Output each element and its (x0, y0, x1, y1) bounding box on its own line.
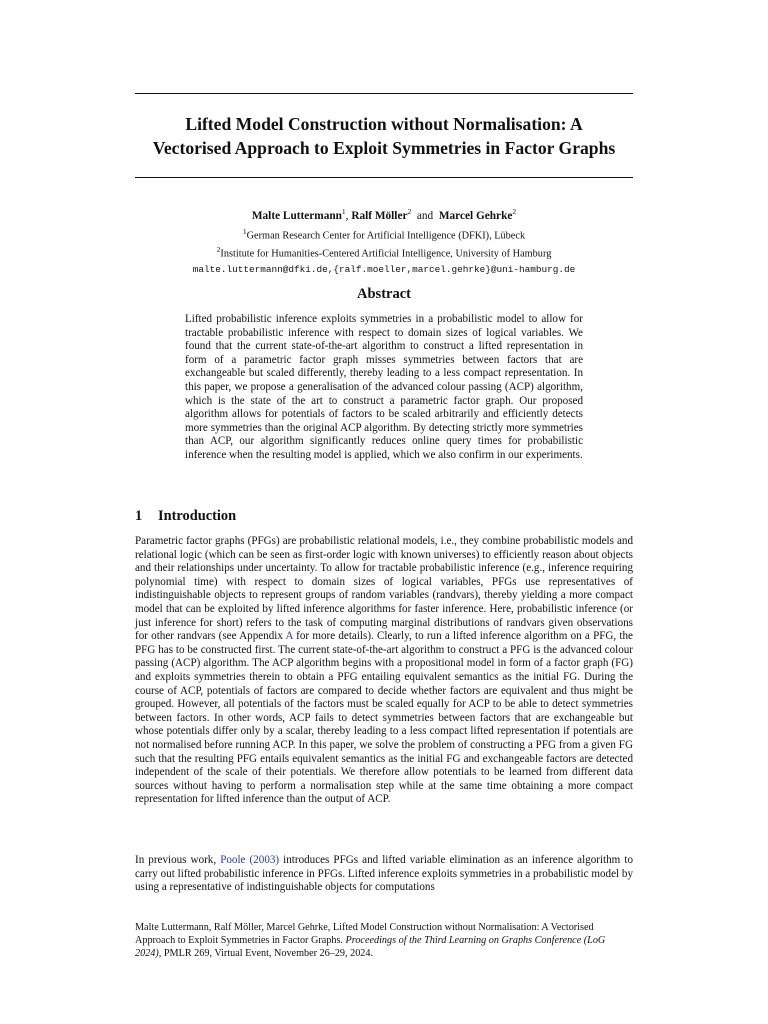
paper-title (135, 112, 633, 160)
affiliation-1: $^1$German Research Center for Artificial Intelligence (DFKI), Lübeck (242, 226, 526, 242)
author-3: Marcel Gehrke (438, 209, 513, 222)
author-2-affil: 2 (407, 207, 412, 216)
author-names: Malte Luttermann$^1$, Ralf Möller$^2$ and Marcel Gehrke$^2$ (251, 207, 517, 222)
citation-poole-link[interactable]: Poole (2003) (220, 854, 280, 866)
author-3-affil: 2 (512, 207, 517, 216)
author-and: and (416, 209, 434, 222)
section-title: Introduction (158, 508, 237, 524)
intro-paragraph-2: In previous work, Poole (2003) introduces PFGs and lifted variable elimination as an inference algorithm to carry out lifted probabilistic inference in PFGs. Lifted inference exploits symmetries in a probabilistic model by using a representative of indistinguishable objects for computations (135, 854, 633, 894)
title-line-1: Lifted Model Construction without Normalisation: A (185, 114, 583, 134)
title-bottom-rule (135, 177, 633, 178)
author-emails: malte.luttermann@dfki.de,{ralf.moeller,marcel.gehrke}@uni-hamburg.de (192, 263, 576, 275)
author-block (135, 205, 633, 277)
author-1: Malte Luttermann (251, 209, 342, 222)
footer-venue: Proceedings of the Third Learning on Graphs Conference (LoG 2024) (135, 935, 606, 960)
section-heading-introduction (135, 508, 236, 525)
footer-citation: Malte Luttermann, Ralf Möller, Marcel Gehrke, Lifted Model Construction without Normalisation: A Vectorised Approach to Exploit Symmetries in Factor Graphs. Proceedings of the Third Learning on Graphs Conference (LoG 2024), PMLR 269, Virtual Event, November 26–29, 2024. (135, 922, 606, 960)
author-2: Ralf Möller (351, 209, 408, 222)
section-number: 1 (135, 508, 143, 524)
affiliation-2: $^2$Institute for Humanities-Centered Artificial Intelligence, University of Hamburg (216, 245, 552, 260)
author-1-affil: 1 (341, 207, 346, 216)
title-top-rule (135, 93, 633, 94)
abstract-text: Lifted probabilistic inference exploits symmetries in a probabilistic model to allow for tractable probabilistic inference with respect to domain sizes of logical variables. We found that the current state-of-the-art algorithm to construct a lifted representation in form of a parametric factor graph misses symmetries between factors that are exchangeable but scaled differently, thereby leading to a less compact representation. In this paper, we propose a generalisation of the advanced colour passing (ACP) algorithm, which is the state of the art to construct a parametric factor graph. Our proposed algorithm allows for potentials of factors to be scaled arbitrarily and efficiently detects more symmetries than the original ACP algorithm. By detecting strictly more symmetries than ACP, our algorithm significantly reduces online query times for probabilistic inference when the resulting model is applied, which we also confirm in our experiments. (185, 313, 583, 461)
intro-paragraph-1: Parametric factor graphs (PFGs) are probabilistic relational models, i.e., they combine probabilistic models and relational logic (which can be seen as first-order logic with known universes) to efficiently reason about objects and their relationships under uncertainty. To allow for tractable probabilistic inference (e.g., inference requiring polynomial time) with respect to domain sizes of logical variables, PFGs use representatives of indistinguishable objects to represent groups of random variables (randvars), thereby yielding a more compact model that can be exploited by lifted inference algorithms for faster inference. Here, probabilistic inference (or just inference for short) refers to the task of computing marginal distributions of randvars given observations for other randvars (see Appendix A for more details). Clearly, to run a lifted inference algorithm on a PFG, the PFG has to be constructed first. The current state-of-the-art algorithm to construct a PFG is the advanced colour passing (ACP) algorithm. The ACP algorithm begins with a propositional model in form of a factor graph (FG) and exploits symmetries therein to obtain a PFG entailing equivalent semantics as the initial FG. During the course of ACP, potentials of factors are compared to decide whether factors are equivalent and thus might be grouped. However, all potentials of the factors must be scaled equally for ACP to be able to detect symmetries between factors. In other words, ACP fails to detect symmetries between factors that are exchangeable but whose potentials differ only by a scalar, thereby leading to a less compact lifted representation if potentials are not normalised before running ACP. In this paper, we solve the problem of constructing a PFG from a given FG such that the resulting PFG entails equivalent semantics as the initial FG and exchangeable factors are detected independent of the scale of their potentials. We therefore allow potentials to be learned from different data sources without having to perform a normalisation step while at the same time obtaining a more compact representation for lifted inference than the output of ACP. (135, 535, 633, 806)
abstract-heading: Abstract (357, 286, 411, 302)
title-line-2: Vectorised Approach to Exploit Symmetries in Factor Graphs (152, 138, 616, 158)
appendix-link[interactable]: A (285, 630, 293, 643)
